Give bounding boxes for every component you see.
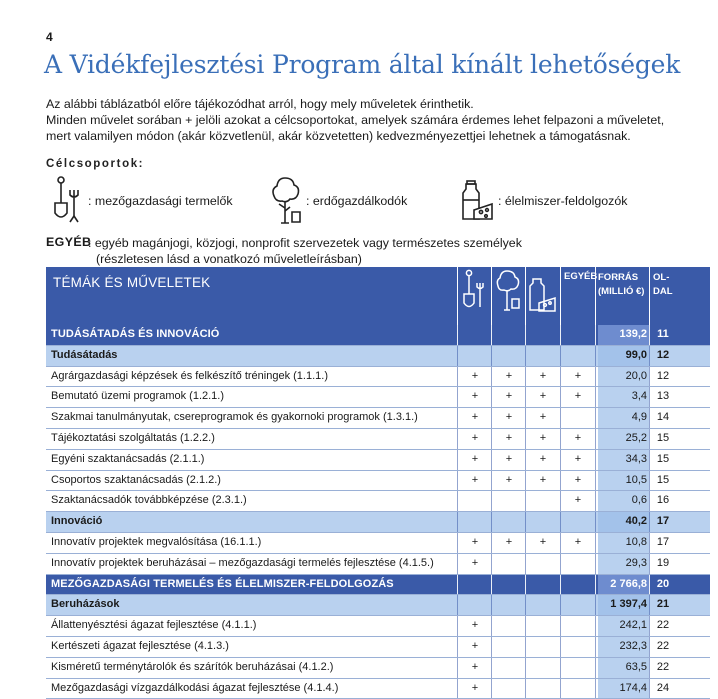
- target-group-mark: +: [505, 452, 513, 465]
- egyeb-description: [88, 235, 558, 267]
- column-divider: [560, 595, 561, 615]
- header-forras-line: (MILLIÓ €): [598, 286, 645, 297]
- row-label: Tudásátadás: [51, 348, 118, 361]
- page-ref: 16: [656, 494, 670, 507]
- header-egyeb: EGYÉB: [564, 271, 598, 282]
- group-farmers: [50, 176, 233, 226]
- column-divider: [457, 679, 458, 699]
- page-ref: 15: [656, 473, 670, 486]
- column-divider: [525, 325, 526, 345]
- column-divider: [595, 471, 596, 491]
- table-row: [46, 658, 710, 679]
- column-divider: [560, 512, 561, 532]
- column-divider: [457, 575, 458, 595]
- column-divider: [560, 533, 561, 553]
- page-ref: 11: [657, 328, 669, 340]
- column-divider: [457, 387, 458, 407]
- column-divider: [457, 533, 458, 553]
- column-divider: [491, 533, 492, 553]
- forras-value: 2 766,8: [610, 577, 647, 590]
- column-divider: [525, 387, 526, 407]
- column-divider: [525, 471, 526, 491]
- table-row: [46, 471, 710, 492]
- target-group-mark: +: [505, 535, 513, 548]
- row-label: Agrárgazdasági képzések és felkészítő tréningek (1.1.1.): [51, 369, 328, 382]
- target-group-mark: +: [574, 452, 582, 465]
- column-divider: [595, 491, 596, 511]
- forras-value: 99,0: [625, 348, 647, 361]
- column-divider: [525, 429, 526, 449]
- column-divider: [491, 367, 492, 387]
- table-row: [46, 450, 710, 471]
- target-group-mark: +: [574, 494, 582, 507]
- egyeb-label-text: EGYÉB: [46, 235, 92, 249]
- column-divider: [457, 616, 458, 636]
- page-ref: 17: [656, 535, 670, 548]
- column-divider: [525, 575, 526, 595]
- column-divider: [595, 387, 596, 407]
- column-divider: [560, 679, 561, 699]
- column-divider: [595, 533, 596, 553]
- column-divider: [491, 450, 492, 470]
- column-divider: [560, 637, 561, 657]
- column-divider: [595, 554, 596, 574]
- column-divider: [491, 346, 492, 366]
- milk-cheese-icon: [460, 176, 496, 226]
- row-label: Kertészeti ágazat fejlesztése (4.1.3.): [51, 639, 229, 652]
- subsection-row: [46, 512, 710, 533]
- column-divider: [525, 616, 526, 636]
- row-label: Egyéni szaktanácsadás (2.1.1.): [51, 452, 205, 465]
- column-divider: [491, 595, 492, 615]
- intro-text: [46, 96, 706, 144]
- column-divider: [595, 450, 596, 470]
- group-label: : élelmiszer-feldolgozók: [498, 194, 628, 208]
- forras-value: 10,5: [625, 473, 647, 486]
- column-divider: [595, 325, 596, 345]
- forras-value: 174,4: [619, 681, 647, 694]
- column-divider: [595, 367, 596, 387]
- column-divider: [525, 408, 526, 428]
- column-divider: [560, 325, 561, 345]
- target-group-mark: +: [471, 411, 479, 424]
- header-forras-line: FORRÁS: [598, 272, 639, 283]
- row-label: Beruházások: [51, 598, 120, 611]
- row-label: Állattenyésztési ágazat fejlesztése (4.1.1.): [51, 619, 257, 632]
- column-divider: [595, 616, 596, 636]
- farmer-tools-icon: [50, 176, 86, 226]
- column-divider: [560, 491, 561, 511]
- table-header: [46, 267, 710, 325]
- forras-value: 63,5: [625, 660, 647, 673]
- forras-value: 3,4: [631, 390, 647, 403]
- header-oldal-line: OL-: [653, 272, 670, 283]
- row-label: Tájékoztatási szolgáltatás (1.2.2.): [51, 431, 215, 444]
- intro-line: Az alábbi táblázatból előre tájékozódhat arról, hogy mely műveletek érinthetik.: [46, 97, 474, 111]
- forras-value: 20,0: [625, 369, 647, 382]
- column-divider: [560, 367, 561, 387]
- page-ref: 22: [656, 639, 670, 652]
- column-divider: [595, 512, 596, 532]
- column-divider: [457, 512, 458, 532]
- column-divider: [525, 491, 526, 511]
- page-ref: 12: [656, 348, 670, 361]
- column-divider: [457, 471, 458, 491]
- forras-value: 232,3: [619, 639, 647, 652]
- forest-trees-icon: [494, 269, 522, 321]
- target-group-mark: +: [539, 411, 547, 424]
- table-row: [46, 554, 710, 575]
- column-divider: [595, 346, 596, 366]
- page-ref: 22: [656, 660, 670, 673]
- table-row: [46, 616, 710, 637]
- column-divider: [595, 595, 596, 615]
- forras-value: 40,2: [625, 515, 647, 528]
- target-group-mark: +: [471, 369, 479, 382]
- column-divider: [491, 491, 492, 511]
- column-divider: [457, 367, 458, 387]
- column-divider: [525, 367, 526, 387]
- row-label: Szaktanácsadók továbbképzése (2.3.1.): [51, 494, 247, 507]
- table-row: [46, 387, 710, 408]
- column-divider: [491, 575, 492, 595]
- egyeb-line: (részletesen lásd a vonatkozó műveletleírásban): [96, 252, 362, 266]
- column-divider: [457, 554, 458, 574]
- row-label: Mezőgazdasági vízgazdálkodási ágazat fejlesztése (4.1.4.): [51, 681, 339, 694]
- column-divider: [595, 575, 596, 595]
- column-divider: [491, 429, 492, 449]
- target-group-mark: +: [505, 473, 513, 486]
- column-divider: [560, 575, 561, 595]
- column-divider: [525, 346, 526, 366]
- page-ref: 21: [656, 598, 670, 611]
- column-divider: [525, 679, 526, 699]
- target-group-mark: +: [471, 556, 479, 569]
- target-group-mark: +: [539, 473, 547, 486]
- group-label: : mezőgazdasági termelők: [88, 194, 233, 208]
- operations-table: [46, 267, 710, 699]
- groups-heading: Célcsoportok:: [46, 158, 145, 170]
- target-group-mark: +: [574, 369, 582, 382]
- target-group-mark: +: [505, 369, 513, 382]
- intro-line: mert valamilyen módon (akár közvetlenül, akár közvetetten) kedvezményezettjei lehetnek a támogatásnak.: [46, 129, 631, 143]
- table-row: [46, 408, 710, 429]
- forras-value: 29,3: [625, 556, 647, 569]
- table-row: [46, 367, 710, 388]
- column-divider: [491, 325, 492, 345]
- farmer-tools-icon: [460, 269, 488, 321]
- column-divider: [595, 408, 596, 428]
- group-label: : erdőgazdálkodók: [306, 194, 408, 208]
- page-ref: 24: [656, 681, 670, 694]
- forras-value: 242,1: [619, 619, 647, 632]
- page-ref: 22: [656, 619, 670, 632]
- row-label: Innovatív projektek megvalósítása (16.1.1.): [51, 535, 262, 548]
- column-divider: [560, 346, 561, 366]
- target-group-mark: +: [574, 473, 582, 486]
- forras-value: 25,2: [625, 431, 647, 444]
- column-divider: [525, 512, 526, 532]
- page-ref: 13: [656, 390, 670, 403]
- target-group-mark: +: [539, 369, 547, 382]
- column-divider: [457, 429, 458, 449]
- page-ref: 12: [656, 369, 670, 382]
- table-header-title: TÉMÁK ÉS MŰVELETEK: [53, 275, 211, 290]
- group-foresters: [268, 176, 407, 226]
- target-group-mark: +: [471, 639, 479, 652]
- target-group-mark: +: [505, 390, 513, 403]
- forras-value: 0,6: [631, 494, 647, 507]
- target-group-mark: +: [539, 431, 547, 444]
- column-divider: [491, 471, 492, 491]
- page-title: A Vidékfejlesztési Program által kínált lehetőségek: [44, 50, 681, 79]
- column-divider: [525, 595, 526, 615]
- column-divider: [491, 387, 492, 407]
- page-number: 4: [46, 30, 53, 44]
- forras-value: 34,3: [625, 452, 647, 465]
- column-divider: [560, 387, 561, 407]
- target-group-mark: +: [574, 431, 582, 444]
- target-group-mark: +: [539, 390, 547, 403]
- forras-value: 139,2: [619, 328, 647, 340]
- column-divider: [457, 346, 458, 366]
- column-divider: [457, 637, 458, 657]
- target-group-mark: +: [471, 452, 479, 465]
- column-divider: [491, 679, 492, 699]
- column-divider: [491, 616, 492, 636]
- row-label: Innovatív projektek beruházásai – mezőgazdasági termelés fejlesztése (4.1.5.): [51, 556, 434, 569]
- column-divider: [491, 637, 492, 657]
- target-group-mark: +: [505, 431, 513, 444]
- column-divider: [595, 679, 596, 699]
- row-label: Bemutató üzemi programok (1.2.1.): [51, 390, 225, 403]
- row-label: TUDÁSÁTADÁS ÉS INNOVÁCIÓ: [51, 328, 220, 340]
- target-group-mark: +: [471, 390, 479, 403]
- page-ref: 14: [656, 411, 670, 424]
- table-body: [46, 325, 710, 699]
- target-group-mark: +: [574, 535, 582, 548]
- column-divider: [457, 450, 458, 470]
- milk-cheese-icon: [528, 273, 558, 321]
- column-divider: [560, 554, 561, 574]
- target-group-mark: +: [471, 660, 479, 673]
- row-label: Szakmai tanulmányutak, csereprogramok és gyakornoki programok (1.3.1.): [51, 411, 418, 424]
- table-row: [46, 429, 710, 450]
- egyeb-label: [46, 235, 91, 249]
- row-label: MEZŐGAZDASÁGI TERMELÉS ÉS ÉLELMISZER-FELDOLGOZÁS: [51, 577, 394, 590]
- page-ref: 15: [656, 452, 670, 465]
- column-divider: [525, 533, 526, 553]
- subsection-row: [46, 595, 710, 616]
- page-ref: 19: [656, 556, 670, 569]
- page-ref: 20: [656, 577, 670, 590]
- column-divider: [491, 554, 492, 574]
- section-row: [46, 325, 710, 346]
- column-divider: [595, 637, 596, 657]
- target-group-mark: +: [539, 535, 547, 548]
- target-group-mark: +: [539, 452, 547, 465]
- header-forras: [598, 271, 644, 299]
- forras-value: 4,9: [631, 411, 647, 424]
- section-row: [46, 575, 710, 596]
- row-label: Kisméretű terménytárolók és szárítók beruházásai (4.1.2.): [51, 660, 334, 673]
- column-divider: [560, 429, 561, 449]
- column-divider: [525, 637, 526, 657]
- column-divider: [595, 429, 596, 449]
- egyeb-line: : egyéb magánjogi, közjogi, nonprofit szervezetek vagy természetes személyek: [88, 236, 522, 250]
- group-food-processors: [460, 176, 627, 226]
- target-group-mark: +: [471, 473, 479, 486]
- column-divider: [525, 450, 526, 470]
- column-divider: [457, 595, 458, 615]
- column-divider: [560, 471, 561, 491]
- column-divider: [560, 450, 561, 470]
- table-row: [46, 637, 710, 658]
- subsection-row: [46, 346, 710, 367]
- row-label: Csoportos szaktanácsadás (2.1.2.): [51, 473, 221, 486]
- row-label: Innováció: [51, 515, 103, 528]
- target-group-mark: +: [505, 411, 513, 424]
- column-divider: [525, 554, 526, 574]
- target-group-mark: +: [471, 681, 479, 694]
- header-oldal: [653, 271, 673, 299]
- target-group-mark: +: [471, 431, 479, 444]
- target-group-mark: +: [471, 619, 479, 632]
- header-oldal-line: DAL: [653, 286, 673, 297]
- column-divider: [457, 408, 458, 428]
- column-divider: [491, 512, 492, 532]
- table-row: [46, 679, 710, 699]
- column-divider: [457, 325, 458, 345]
- column-divider: [560, 616, 561, 636]
- page-ref: 17: [656, 515, 670, 528]
- column-divider: [491, 408, 492, 428]
- column-divider: [560, 408, 561, 428]
- table-row: [46, 491, 710, 512]
- forras-value: 10,8: [625, 535, 647, 548]
- page-ref: 15: [656, 431, 670, 444]
- target-group-mark: +: [574, 390, 582, 403]
- target-group-mark: +: [471, 535, 479, 548]
- table-row: [46, 533, 710, 554]
- column-divider: [457, 491, 458, 511]
- forras-value: 1 397,4: [610, 598, 647, 611]
- intro-line: Minden művelet sorában + jelöli azokat a célcsoportokat, amelyek számára érdemes lehet felpazoni a műveletet,: [46, 113, 665, 127]
- forest-trees-icon: [268, 176, 304, 226]
